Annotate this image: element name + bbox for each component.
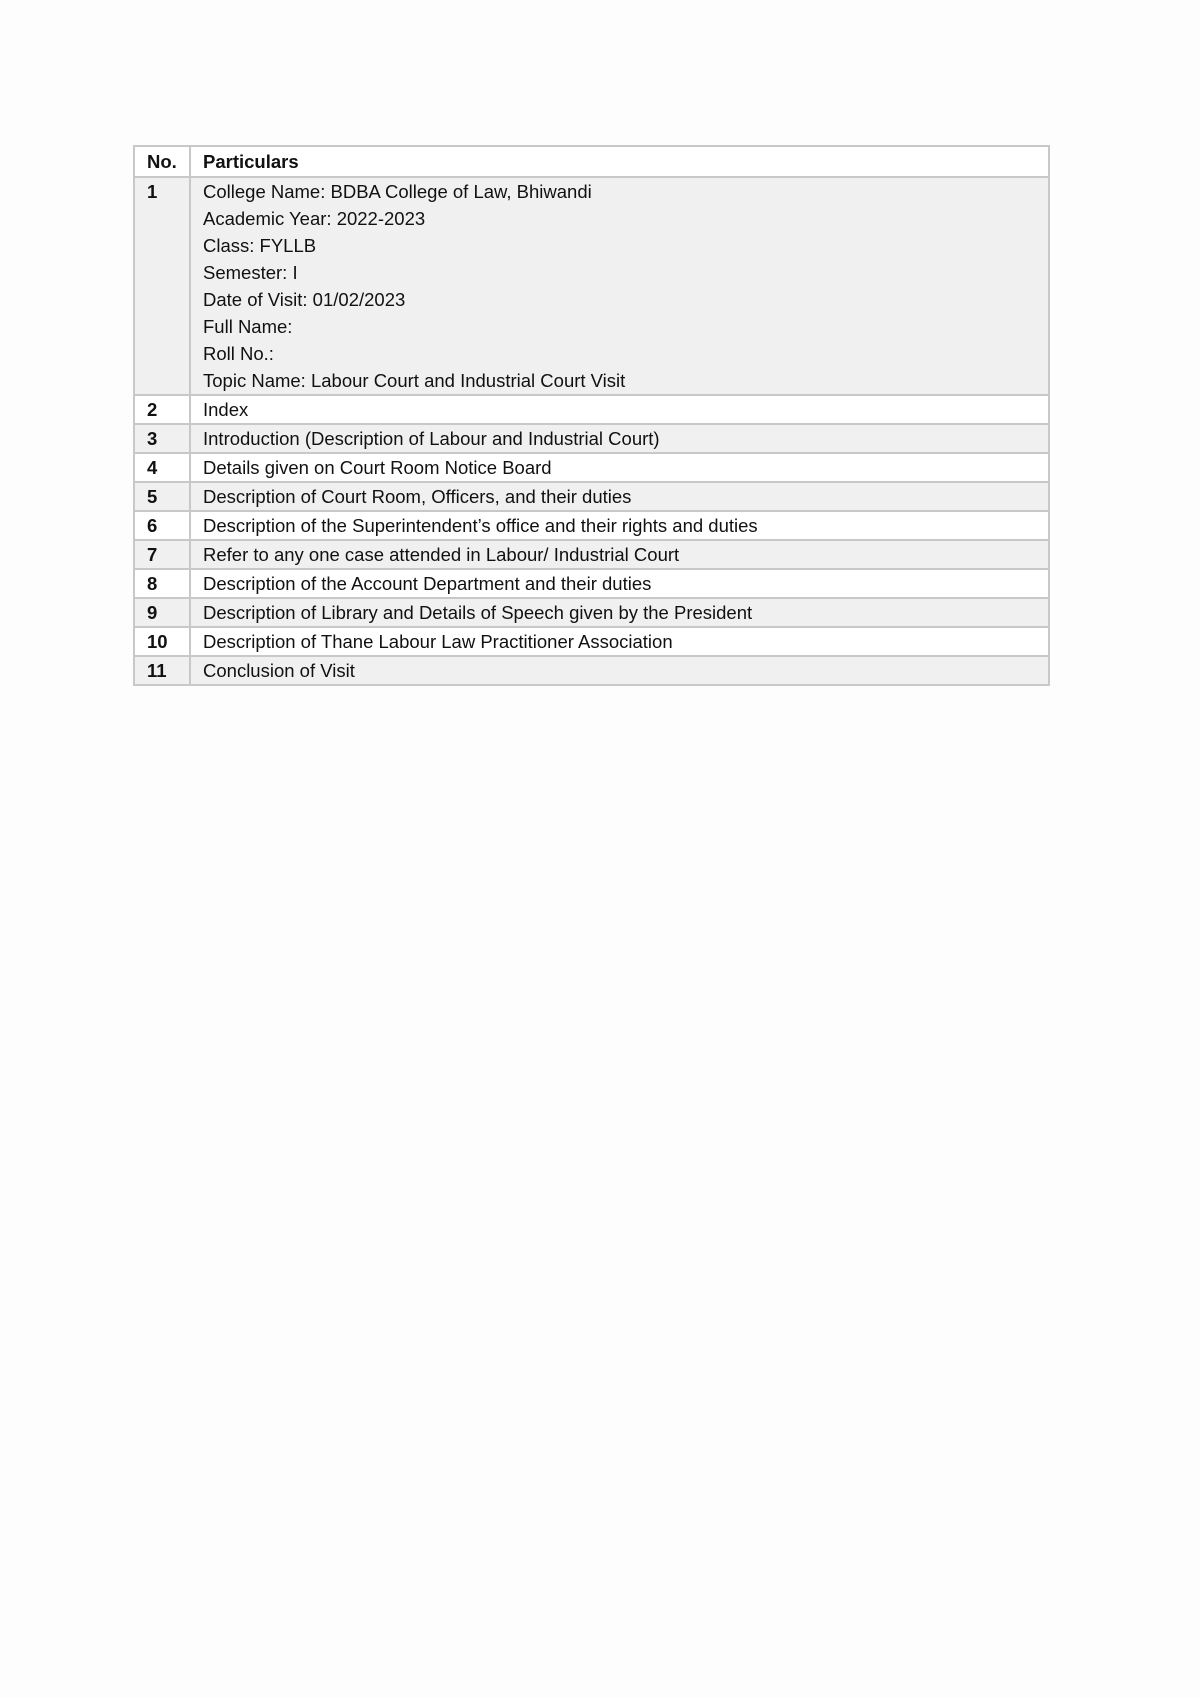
row-number: 1	[134, 177, 190, 395]
row-number: 9	[134, 598, 190, 627]
row-number: 11	[134, 656, 190, 685]
row-number: 5	[134, 482, 190, 511]
roll-no-line: Roll No.:	[203, 343, 274, 364]
table-row	[134, 598, 1049, 627]
row-text: Refer to any one case attended in Labour/ Industrial Court	[190, 540, 1049, 569]
class-line: Class: FYLLB	[203, 235, 317, 256]
row-number: 3	[134, 424, 190, 453]
date-of-visit-line: Date of Visit: 01/02/2023	[203, 289, 406, 310]
row-text: Description of the Account Department and their duties	[190, 569, 1049, 598]
row-number: 6	[134, 511, 190, 540]
table-row	[134, 395, 1049, 424]
table-row	[134, 424, 1049, 453]
full-name-line: Full Name:	[203, 316, 293, 337]
table-row	[134, 511, 1049, 540]
table-row	[134, 627, 1049, 656]
row-text: Index	[190, 395, 1049, 424]
index-table	[133, 145, 1050, 686]
topic-name-line: Topic Name: Labour Court and Industrial Court Visit	[203, 370, 626, 391]
row-number: 2	[134, 395, 190, 424]
row-text: Details given on Court Room Notice Board	[190, 453, 1049, 482]
details-cell	[190, 177, 1049, 395]
row-text: Description of Court Room, Officers, and their duties	[190, 482, 1049, 511]
row-number: 10	[134, 627, 190, 656]
table-row-details	[134, 177, 1049, 395]
table-row	[134, 482, 1049, 511]
table-row	[134, 540, 1049, 569]
row-number: 7	[134, 540, 190, 569]
table-row	[134, 569, 1049, 598]
row-text: Description of the Superintendent’s office and their rights and duties	[190, 511, 1049, 540]
row-text: Conclusion of Visit	[190, 656, 1049, 685]
semester-line: Semester: I	[203, 262, 298, 283]
row-number: 4	[134, 453, 190, 482]
table-row	[134, 453, 1049, 482]
table-row	[134, 656, 1049, 685]
header-particulars: Particulars	[190, 146, 1049, 177]
header-no: No.	[134, 146, 190, 177]
row-text: Introduction (Description of Labour and Industrial Court)	[190, 424, 1049, 453]
row-text: Description of Library and Details of Speech given by the President	[190, 598, 1049, 627]
row-number: 8	[134, 569, 190, 598]
academic-year-line: Academic Year: 2022-2023	[203, 208, 426, 229]
table-header-row	[134, 146, 1049, 177]
college-name-line: College Name: BDBA College of Law, Bhiwandi	[203, 181, 592, 202]
row-text: Description of Thane Labour Law Practitioner Association	[190, 627, 1049, 656]
